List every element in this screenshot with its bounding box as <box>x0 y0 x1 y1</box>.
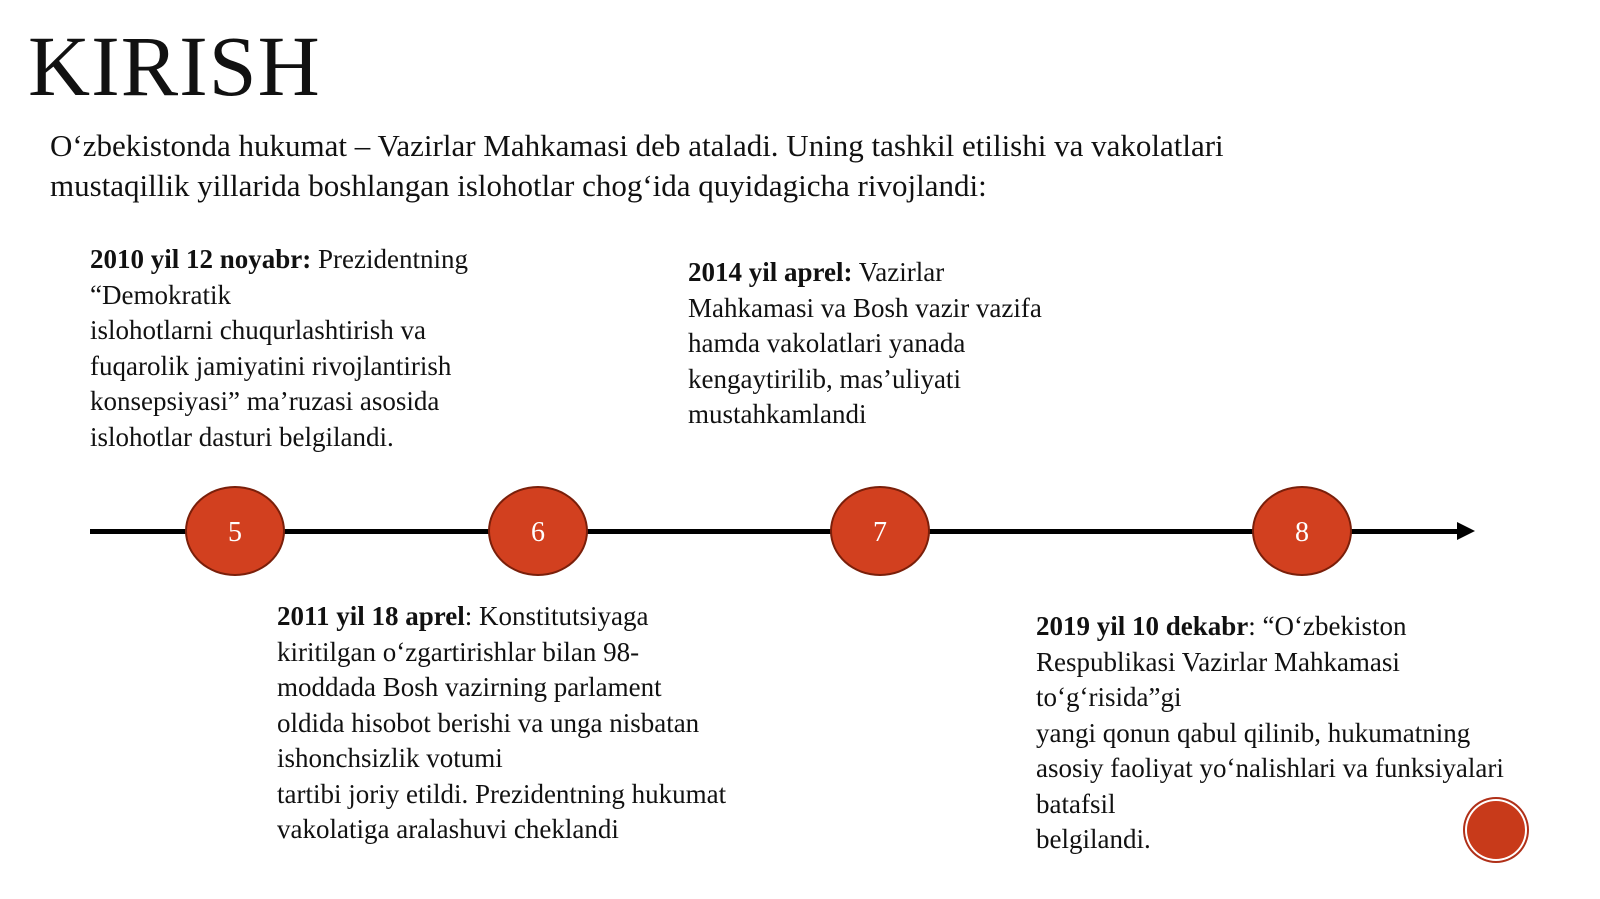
event-text: Respublikasi Vazirlar Mahkamasi <box>1036 646 1400 677</box>
timeline-event-2014 <box>688 255 1042 433</box>
event-text: mustahkamlandi <box>688 399 867 429</box>
event-date: 2011 yil 18 aprel <box>277 601 465 631</box>
timeline-node-6: 6 <box>488 486 588 576</box>
timeline-event-2010 <box>90 242 468 455</box>
event-text: islohotlar dasturi belgilandi. <box>90 421 394 452</box>
event-text: Prezidentning <box>311 244 468 274</box>
intro-paragraph <box>50 126 1370 206</box>
event-text: yangi qonun qabul qilinib, hukumatning <box>1036 717 1471 748</box>
timeline-event-2019 <box>1036 609 1504 858</box>
event-text: kiritilgan o‘zgartirishlar bilan 98- <box>277 636 640 667</box>
intro-line: mustaqillik yillarida boshlangan islohotlar chog‘ida quyidagicha rivojlandi: <box>50 168 987 203</box>
event-text: Vazirlar <box>852 257 945 287</box>
event-date: 2014 yil aprel: <box>688 257 853 287</box>
intro-line: O‘zbekistonda hukumat – Vazirlar Mahkamasi deb ataladi. Uning tashkil etilishi va vakolatlari <box>50 128 1224 163</box>
timeline-event-2011 <box>277 599 726 848</box>
event-text: batafsil <box>1036 788 1116 819</box>
event-text: to‘g‘risida”gi <box>1036 682 1182 712</box>
event-text: “Demokratik <box>90 279 231 310</box>
arrow-right-icon <box>1457 522 1475 540</box>
timeline-node-7: 7 <box>830 486 930 576</box>
event-text: islohotlarni chuqurlashtirish va <box>90 315 426 345</box>
event-text: asosiy faoliyat yo‘nalishlari va funksiyalari <box>1036 753 1504 783</box>
event-text: vakolatiga aralashuvi cheklandi <box>277 814 619 844</box>
event-date: 2019 yil 10 dekabr <box>1036 611 1249 641</box>
timeline-node-8: 8 <box>1252 486 1352 576</box>
event-text: belgilandi. <box>1036 824 1151 854</box>
event-date: 2010 yil 12 noyabr: <box>90 244 312 274</box>
slide-corner-badge <box>1467 801 1525 859</box>
event-text: kengaytirilib, mas’uliyati <box>688 363 961 394</box>
event-text: : Konstitutsiyaga <box>464 601 649 631</box>
event-text: : “O‘zbekiston <box>1248 611 1407 641</box>
event-text: Mahkamasi va Bosh vazir vazifa <box>688 292 1042 323</box>
event-text: ishonchsizlik votumi <box>277 743 503 773</box>
event-text: moddada Bosh vazirning parlament <box>277 672 662 702</box>
event-text: hamda vakolatlari yanada <box>688 328 966 358</box>
event-text: konsepsiyasi” ma’ruzasi asosida <box>90 386 440 416</box>
timeline-node-5: 5 <box>185 486 285 576</box>
event-text: tartibi joriy etildi. Prezidentning hukumat <box>277 778 727 809</box>
slide-title: KIRISH <box>28 18 321 114</box>
event-text: oldida hisobot berishi va unga nisbatan <box>277 707 700 738</box>
event-text: fuqarolik jamiyatini rivojlantirish <box>90 350 452 381</box>
